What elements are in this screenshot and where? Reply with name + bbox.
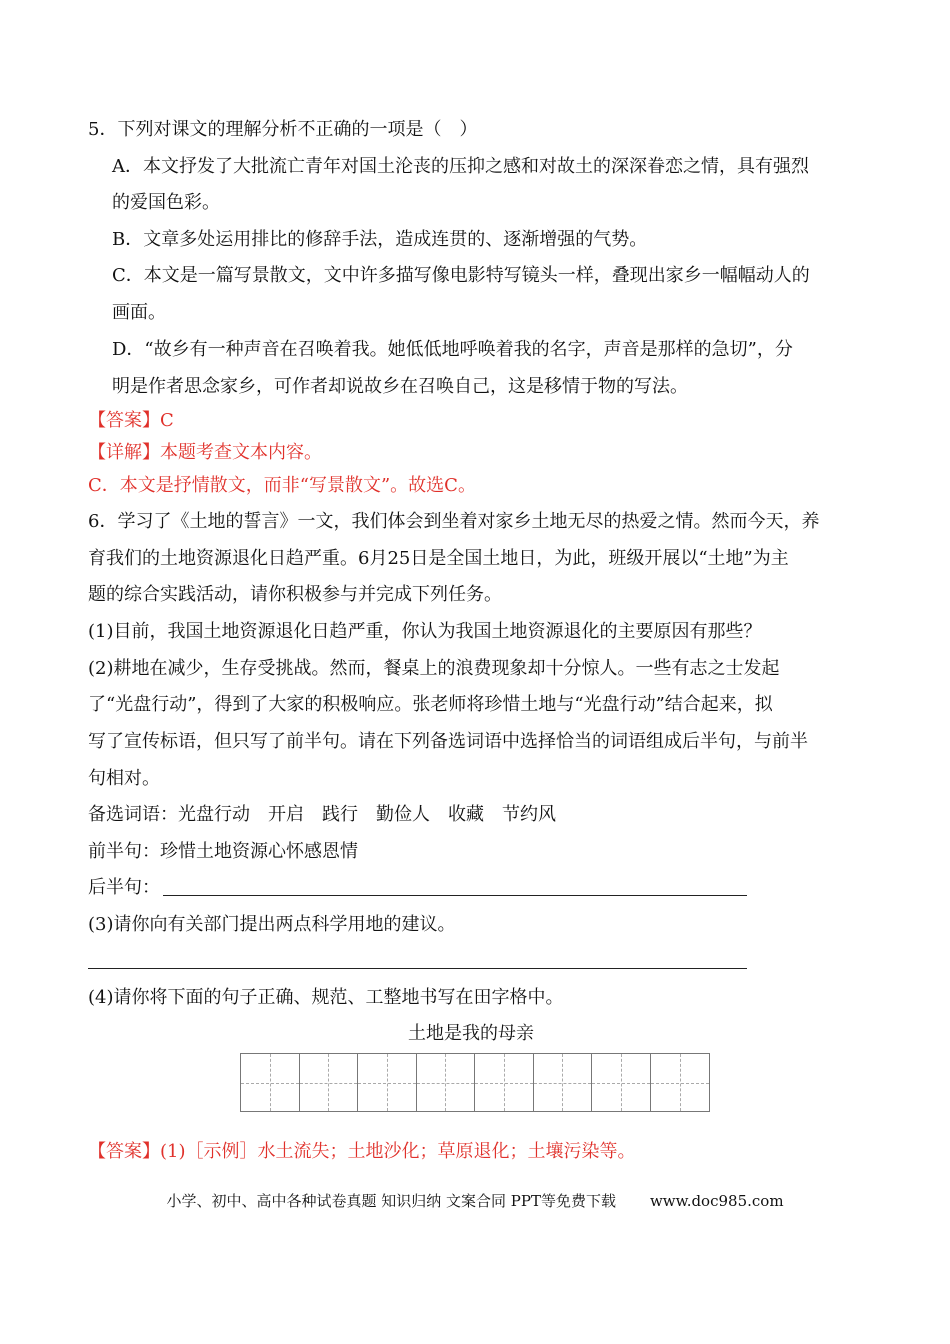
option-b: B．文章多处运用排比的修辞手法，造成连贯的、逐渐增强的气势。	[112, 229, 648, 250]
part-2-line3: 写了宣传标语，但只写了前半句。请在下列备选词语中选择恰当的词语组成后半句，与前半	[88, 731, 808, 752]
question-6-stem-line2: 育我们的土地资源退化日趋严重。6月25日是全国土地日，为此，班级开展以“土地”为主	[88, 548, 789, 569]
part-3: (3)请你向有关部门提出两点科学用地的建议。	[88, 914, 456, 935]
option-a-line2: 的爱国色彩。	[112, 192, 220, 213]
page-footer	[0, 1190, 950, 1212]
grid-cell[interactable]	[534, 1054, 593, 1111]
suggestion-answer-line[interactable]	[88, 968, 747, 969]
grid-cell[interactable]	[651, 1054, 710, 1111]
question-6-stem-line3: 题的综合实践活动，请你积极参与并完成下列任务。	[88, 584, 502, 605]
footer-url[interactable]: www.doc985.com	[649, 1192, 784, 1210]
part-1: (1)目前，我国土地资源退化日趋严重，你认为我国土地资源退化的主要原因有那些？	[88, 621, 762, 642]
grid-cell[interactable]	[300, 1054, 359, 1111]
option-c-line2: 画面。	[112, 302, 166, 323]
explain-5: C．本文是抒情散文，而非“写景散文”。故选C。	[88, 475, 476, 496]
grid-cell[interactable]	[417, 1054, 476, 1111]
option-d-line2: 明是作者思念家乡，可作者却说故乡在召唤自己，这是移情于物的写法。	[112, 376, 688, 397]
footer-text: 小学、初中、高中各种试卷真题 知识归纳 文案合同 PPT等免费下载	[166, 1192, 616, 1210]
question-5-stem: 5．下列对课文的理解分析不正确的一项是（ ）	[88, 119, 478, 140]
part-2-line2: 了“光盘行动”，得到了大家的积极响应。张老师将珍惜土地与“光盘行动”结合起来，拟	[88, 694, 773, 715]
part-4: (4)请你将下面的句子正确、规范、工整地书写在田字格中。	[88, 987, 564, 1008]
tianzige-grid[interactable]	[240, 1053, 710, 1112]
grid-cell[interactable]	[358, 1054, 417, 1111]
back-half-label: 后半句：	[88, 877, 160, 898]
option-a-line1: A．本文抒发了大批流亡青年对国土沦丧的压抑之感和对故土的深深眷恋之情，具有强烈	[112, 156, 809, 177]
answer-5: 【答案】C	[88, 410, 174, 431]
detail-5: 【详解】本题考查文本内容。	[88, 442, 322, 463]
copy-sentence: 土地是我的母亲	[408, 1023, 534, 1044]
part-2-line4: 句相对。	[88, 768, 160, 789]
question-6-stem-line1: 6．学习了《土地的誓言》一文，我们体会到坐着对家乡土地无尽的热爱之情。然而今天，养	[88, 511, 820, 532]
candidate-words: 备选词语：光盘行动 开启 践行 勤俭人 收藏 节约风	[88, 804, 556, 825]
back-half-answer-line[interactable]	[163, 895, 747, 896]
option-d-line1: D．“故乡有一种声音在召唤着我。她低低地呼唤着我的名字，声音是那样的急切”，分	[112, 339, 793, 360]
grid-cell[interactable]	[592, 1054, 651, 1111]
part-2-line1: (2)耕地在减少，生存受挑战。然而，餐桌上的浪费现象却十分惊人。一些有志之士发起	[88, 658, 780, 679]
answer-6: 【答案】(1)［示例］水土流失；土地沙化；草原退化；土壤污染等。	[88, 1141, 636, 1162]
grid-cell[interactable]	[475, 1054, 534, 1111]
grid-cell[interactable]	[241, 1054, 300, 1111]
front-half-sentence: 前半句：珍惜土地资源心怀感恩情	[88, 841, 358, 862]
option-c-line1: C．本文是一篇写景散文，文中许多描写像电影特写镜头一样，叠现出家乡一幅幅动人的	[112, 265, 810, 286]
